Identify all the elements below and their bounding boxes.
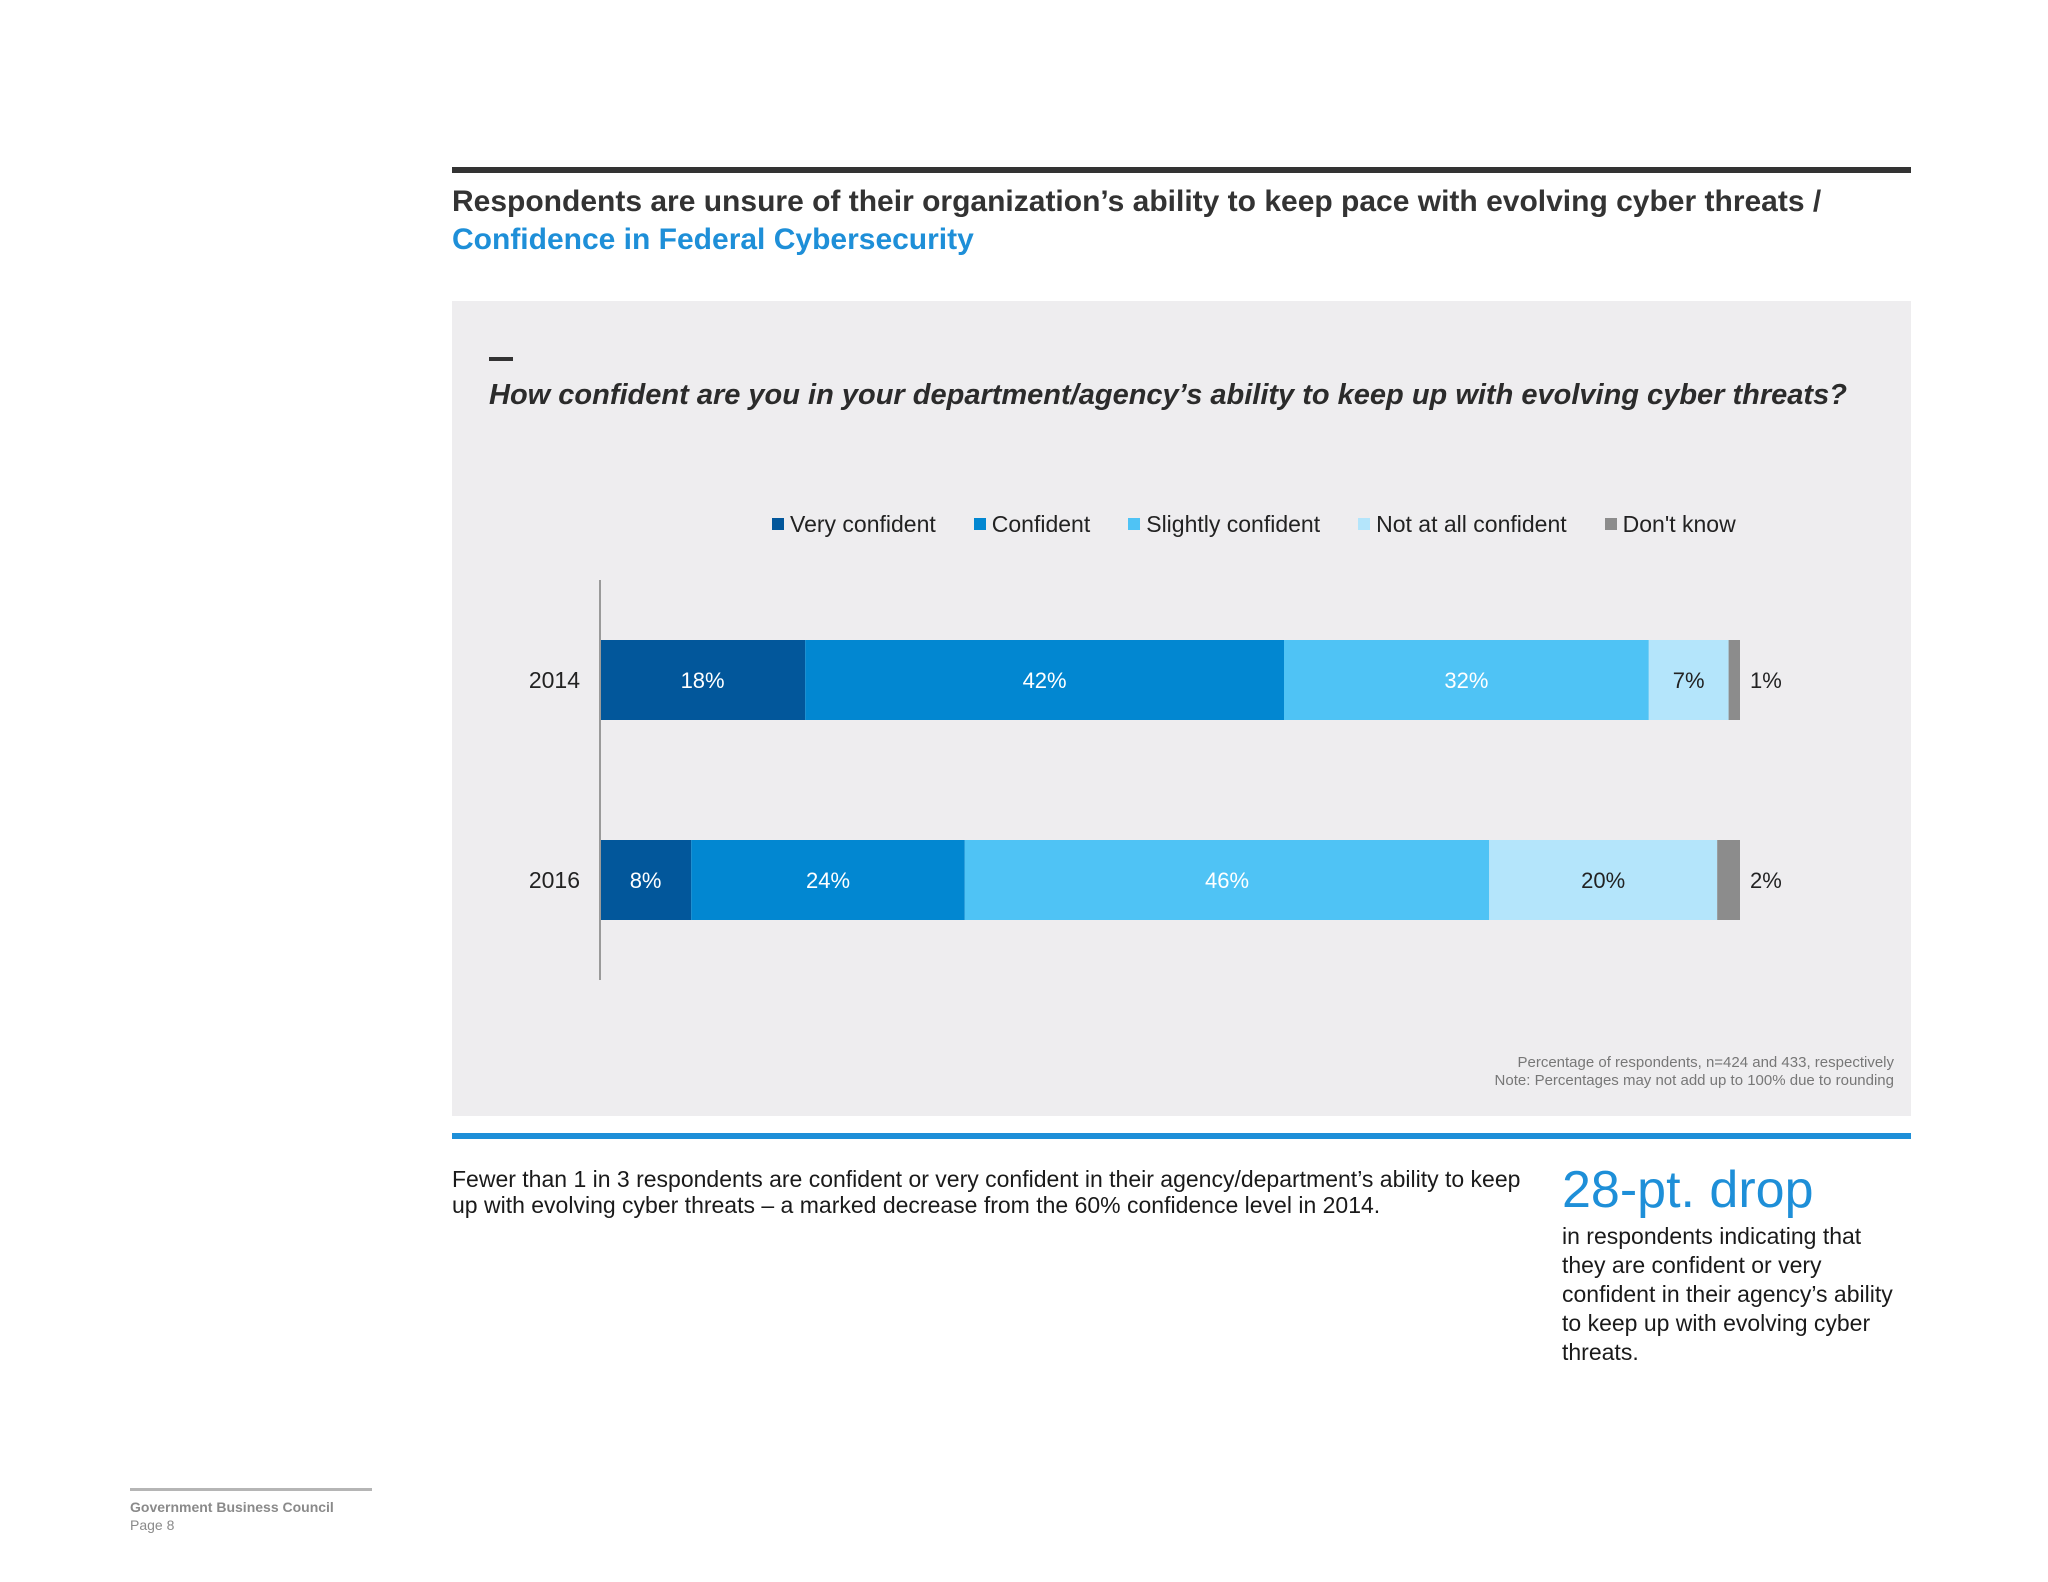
summary-text: Fewer than 1 in 3 respondents are confident or very confident in their agency/department’s ability to keep up with evolving cyber threats – a marked decrease from the 60% confidence level in 2014. <box>452 1166 1521 1218</box>
page-title-line1: Respondents are unsure of their organization’s ability to keep pace with evolving cyber threats / <box>452 185 1822 218</box>
legend-item-slightly-confident <box>1128 511 1320 538</box>
legend-swatch <box>772 518 784 530</box>
bar-segment <box>1717 840 1740 920</box>
footer-page: Page 8 <box>130 1517 175 1533</box>
legend-item-confident <box>974 511 1090 538</box>
data-label: 1% <box>1750 668 1782 693</box>
callout-headline: 28-pt. drop <box>1562 1161 1814 1219</box>
data-label: 24% <box>805 868 851 893</box>
legend-label: Confident <box>991 510 1091 537</box>
legend-label: Very confident <box>790 510 936 537</box>
chart-legend <box>772 508 1736 540</box>
bar-segment <box>1729 640 1740 720</box>
footer-org: Government Business Council <box>130 1499 334 1515</box>
legend-swatch <box>1128 518 1140 530</box>
footer-rule <box>130 1488 372 1491</box>
data-label: 8% <box>629 868 662 893</box>
legend-item-not-at-all-confident <box>1358 511 1567 538</box>
top-rule <box>452 167 1911 173</box>
data-label: 42% <box>1022 668 1067 693</box>
bottom-rule <box>452 1133 1911 1139</box>
legend-label: Slightly confident <box>1146 510 1321 537</box>
chart-note-rounding: Note: Percentages may not add up to 100% due to rounding <box>1494 1072 1894 1089</box>
category-label-2016: 2016 <box>528 867 580 893</box>
chart-question: How confident are you in your department/agency’s ability to keep up with evolving cyber threats? <box>489 379 1847 411</box>
callout-text: in respondents indicating that they are confident or very confident in their agency’s ability to keep up with evolving cyber threats. <box>1562 1223 1893 1365</box>
data-label: 2% <box>1750 868 1782 893</box>
category-label-2014: 2014 <box>528 667 580 693</box>
legend-label: Not at all confident <box>1376 510 1567 537</box>
data-label: 18% <box>680 668 725 693</box>
data-label: 7% <box>1672 668 1705 693</box>
question-dash <box>489 357 513 361</box>
chart-note-sample: Percentage of respondents, n=424 and 433, respectively <box>1517 1054 1894 1071</box>
legend-swatch <box>1358 518 1370 530</box>
legend-item-very-confident <box>772 511 936 538</box>
legend-item-don-t-know <box>1605 511 1736 538</box>
data-label: 20% <box>1581 868 1626 893</box>
legend-label: Don't know <box>1622 510 1736 537</box>
legend-swatch <box>1605 518 1617 530</box>
page-title <box>452 183 1922 259</box>
page-subtitle: Confidence in Federal Cybersecurity <box>452 223 974 256</box>
stacked-bar-chart <box>452 560 1792 1000</box>
chart-notes <box>1495 1054 1894 1090</box>
data-label: 32% <box>1444 668 1489 693</box>
data-label: 46% <box>1204 868 1250 893</box>
legend-swatch <box>974 518 986 530</box>
